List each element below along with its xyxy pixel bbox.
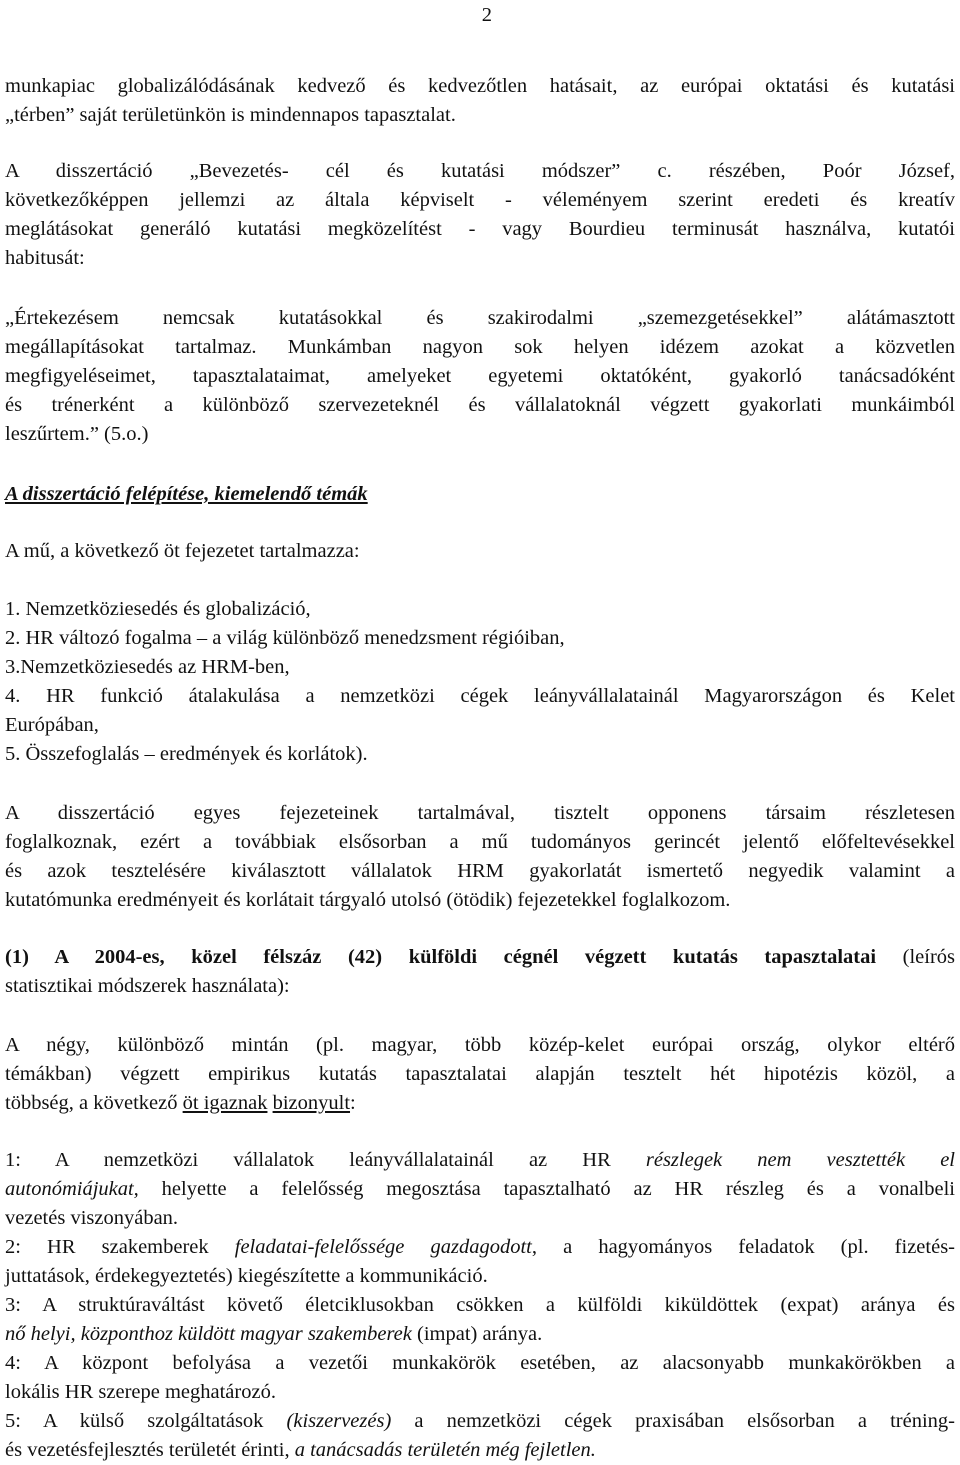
- text-line: és trénerként a különböző szervezeteknél és vállalatoknál végzett gyakorlati munkáimból: [5, 394, 955, 416]
- text-line: megállapításokat tartalmaz. Munkámban nagyon sok helyen idézem azokat a közvetlen: [5, 336, 955, 358]
- hypothesis-3-line: [5, 1320, 955, 1349]
- underlined-text: bizonyult: [272, 1092, 351, 1114]
- text-line: A disszertáció „Bevezetés- cél és kutatási módszer” c. részében, Poór József,: [5, 160, 955, 182]
- text-line: megfigyeléseimet, tapasztalataimat, amelyeket egyetemi oktatóként, gyakorló tanácsadóként: [5, 365, 955, 387]
- text-line: A négy, különböző mintán (pl. magyar, több közép-kelet európai ország, olykor eltérő: [5, 1034, 955, 1056]
- text-span: , a hagyományos feladatok (pl. fizetés-: [531, 1236, 955, 1258]
- text-line: habitusát:: [5, 247, 85, 269]
- text-line: „térben” saját területünkön is mindennapos tapasztalat.: [5, 104, 456, 126]
- text-span: (leírós: [876, 946, 956, 968]
- text-span: 2: HR szakemberek: [5, 1236, 235, 1258]
- hypothesis-4-line: lokális HR szerepe meghatározó.: [5, 1381, 276, 1403]
- paragraph-opponents: [5, 799, 955, 915]
- list-item: 5. Összefoglalás – eredmények és korlátok).: [5, 743, 368, 765]
- italic-text: részlegek nem vesztették el: [645, 1149, 955, 1171]
- hypothesis-2-line: juttatások, érdekegyeztetés) kiegészítette a kommunikáció.: [5, 1265, 488, 1287]
- paragraph-bevezetes: [5, 157, 955, 273]
- section-heading: [5, 480, 955, 509]
- text-span: többség, a következő: [5, 1092, 183, 1114]
- list-item: 1. Nemzetköziesedés és globalizáció,: [5, 598, 311, 620]
- text-line: statisztikai módszerek használata):: [5, 975, 290, 997]
- hypothesis-3-line: 3: A struktúraváltást követő életciklusokban csökken a külföldi kiküldöttek (expat) aránya és: [5, 1294, 955, 1316]
- hypothesis-1-line: [5, 1175, 955, 1204]
- text-span: :: [350, 1092, 356, 1114]
- research-section-heading: [5, 943, 955, 1001]
- text-line: témákban) végzett empirikus kutatás tapasztalatai alapján tesztelt hét hipotézis közöl, a: [5, 1063, 955, 1085]
- text-line: és azok tesztelésére kiválasztott vállalatok HRM gyakorlatát ismertető negyedik valamint a: [5, 860, 955, 882]
- paragraph-hypotheses-intro: [5, 1031, 955, 1118]
- hypothesis-5-line: [5, 1436, 955, 1465]
- text-line: meglátásokat generáló kutatási megközelítést - vagy Bourdieu terminusát használva, kutatói: [5, 218, 955, 240]
- text-span: és vezetésfejlesztés területét érinti,: [5, 1439, 295, 1461]
- list-item: 2. HR változó fogalma – a világ különböző menedzsment régióiban,: [5, 627, 565, 649]
- hypothesis-1-line: vezetés viszonyában.: [5, 1207, 179, 1229]
- text-span: (impat) aránya.: [411, 1323, 543, 1345]
- italic-text: nő helyi, központhoz küldött magyar szakemberek: [5, 1323, 412, 1345]
- chapters-intro: [5, 537, 955, 566]
- text-line: kutatómunka eredményeit és korlátait tárgyaló utolsó (ötödik) fejezetekkel foglalkozom.: [5, 889, 731, 911]
- hypothesis-4-line: 4: A központ befolyása a vezetői munkakörök esetében, az alacsonyabb munkakörökben a: [5, 1352, 955, 1374]
- chapter-list: [5, 595, 955, 769]
- text-line: „Értekezésem nemcsak kutatásokkal és szakirodalmi „szemezgetésekkel” alátámasztott: [5, 307, 955, 329]
- hypotheses-list: [5, 1146, 955, 1465]
- list-item: 3.Nemzetköziesedés az HRM-ben,: [5, 656, 290, 678]
- hypothesis-1-line: [5, 1146, 955, 1175]
- italic-text: a tanácsadás területén még fejletlen.: [294, 1439, 596, 1461]
- quote-block: [5, 304, 955, 449]
- hypothesis-5-line: [5, 1407, 955, 1436]
- text-line: [5, 1089, 955, 1118]
- italic-text: (kiszervezés): [286, 1410, 392, 1432]
- bold-title: (1) A 2004-es, közel félszáz (42) külföldi cégnél végzett kutatás tapasztalatai: [5, 946, 877, 968]
- text-line: leszűrtem.” (5.o.): [5, 423, 149, 445]
- text-line: A mű, a következő öt fejezetet tartalmazza:: [5, 540, 360, 562]
- list-item: Európában,: [5, 714, 99, 736]
- page-number: 2: [481, 4, 492, 26]
- text-span: a nemzetközi cégek praxisában elsősorban a tréning-: [391, 1410, 955, 1432]
- list-item: 4. HR funkció átalakulása a nemzetközi cégek leányvállalatainál Magyarországon és Kelet: [5, 685, 955, 707]
- text-line: következőképpen jellemzi az általa képviselt - véleményem szerint eredeti és kreatív: [5, 189, 955, 211]
- heading-text: A disszertáció felépítése, kiemelendő témák: [5, 483, 368, 505]
- hypothesis-2-line: [5, 1233, 955, 1262]
- italic-text: feladatai-felelőssége gazdagodott: [234, 1236, 532, 1258]
- text-span: helyette a felelősség megosztása tapasztalható az HR részleg és a vonalbeli: [138, 1178, 955, 1200]
- underlined-text: öt igaznak: [182, 1092, 268, 1114]
- text-line: foglalkoznak, ezért a továbbiak elsősorban a mű tudományos gerincét jelentő előfeltevésekkel: [5, 831, 955, 853]
- text-line: [5, 943, 955, 972]
- italic-text: autonómiájukat,: [5, 1178, 139, 1200]
- text-line: A disszertáció egyes fejezeteinek tartalmával, tisztelt opponens társaim részletesen: [5, 802, 955, 824]
- text-span: 1: A nemzetközi vállalatok leányvállalatainál az HR: [5, 1149, 646, 1171]
- text-line: munkapiac globalizálódásának kedvező és kedvezőtlen hatásait, az európai oktatási és kutatási: [5, 75, 955, 97]
- paragraph-intro: [5, 72, 955, 130]
- text-span: 5: A külső szolgáltatások: [5, 1410, 287, 1432]
